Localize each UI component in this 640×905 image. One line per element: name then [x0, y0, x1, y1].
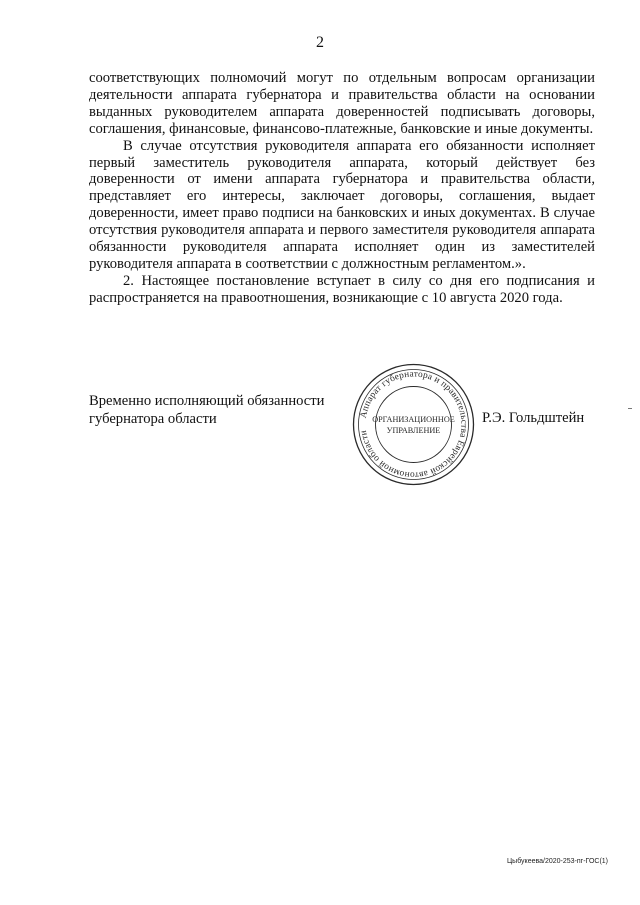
stamp-center-ring: [376, 387, 452, 463]
stamp-ring-text: Аппарат губернатора и правительства Еврейской автономной области: [358, 369, 469, 480]
scan-edge-mark: [628, 408, 632, 409]
paragraph-3: [89, 273, 595, 307]
text-line: руководителя аппарата обязанности руководителя аппарата исполняет один: [89, 222, 596, 256]
stamp-outer-ring: [354, 365, 474, 485]
text-line: первый заместитель руководителя аппарата, который действует без: [89, 154, 595, 171]
paragraph-1: [89, 70, 595, 138]
text-line: соглашения, финансовые, финансово-платежные, банковские и иные: [89, 120, 518, 137]
signatory-title-line: Временно исполняющий обязанности: [89, 393, 325, 409]
body-text: [89, 70, 595, 307]
text-line: соответствующих полномочий могут по отдельным вопросам организации: [89, 70, 595, 86]
text-line: из заместителей руководителя аппарата в соответствии с должностным: [89, 239, 595, 272]
text-line: распространяется на правоотношения, возникающие с 10 августа 2020 года.: [89, 289, 563, 306]
signatory-title: [89, 392, 324, 428]
text-line: представляет его интересы, заключает договоры, соглашения, выдает: [89, 188, 595, 205]
document-reference: Цыбукеева/2020-253-пг-ГОС(1): [506, 858, 608, 865]
text-line: регламентом.».: [432, 255, 526, 272]
signature-block: [89, 392, 609, 492]
text-line: деятельности аппарата губернатора и правительства области на основании: [89, 86, 595, 103]
text-line: документы.: [521, 120, 594, 137]
signatory-title-line: губернатора области: [89, 411, 217, 427]
signatory-name: Р.Э. Гольдштейн: [482, 410, 585, 426]
text-line: доверенности от имени аппарата губернатора и правительства области,: [89, 171, 595, 188]
stamp-center-text: ОРГАНИЗАЦИОННОЕ: [372, 415, 455, 424]
text-line: В случае отсутствия руководителя аппарата его обязанности исполняет: [123, 137, 595, 154]
text-line: выданных руководителем аппарата доверенностей подписывать договоры,: [89, 103, 595, 120]
text-line: В случае отсутствия руководителя аппарата и первого заместителя: [89, 205, 595, 239]
text-line: 2. Настоящее постановление вступает в силу со дня его подписания и: [123, 272, 595, 289]
text-line: доверенности, имеет право подписи на банковских и иных документах.: [89, 205, 536, 222]
official-seal-stamp: [351, 362, 476, 487]
paragraph-2: [89, 138, 595, 273]
page-number: 2: [316, 34, 324, 51]
stamp-center-text: УПРАВЛЕНИЕ: [386, 426, 441, 435]
